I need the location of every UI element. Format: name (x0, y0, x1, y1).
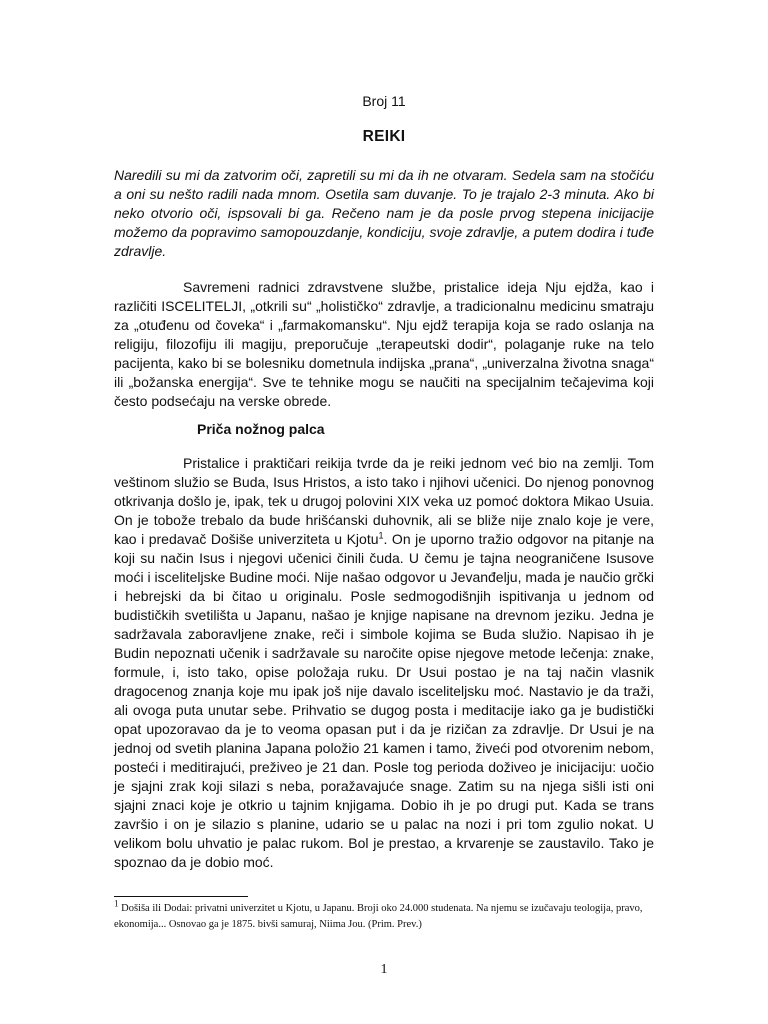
footnote-reference[interactable]: 1 (378, 530, 384, 541)
issue-number: Broj 11 (362, 93, 406, 109)
paragraph-text-part-2: . On je uporno tražio odgovor na pitanje na koji su način Isus i njegovi učenici činili čuda. U čemu je tajna neograničene Isusove moći i isceliteljske Budine moći. Nije našao odgovor u Jevanđelju, mada je naučio grčki i hebrejski da bi čitao u originalu. Posle sedmogodišnjih ispitivanja u jednom od budističkih svetilišta u Japanu, našao je knjige napisane na drevnom jeziku. Jedna je sadržavala zaboravljene znake, reči i simbole kojima se Buda služio. Napisao ih je Budin nepoznati učenik i sadržavale su naročite opise njegove metode lečenja: znake, formule, i, isto tako, opise položaja ruku. Dr Usui postao je na taj način vlasnik dragocenog znanja koje mu ipak još nije davalo isceliteljsku moć. Nastavio je da traži, ali ovoga puta unutar sebe. Prihvatio se dugog posta i meditacije iako ga je budistički opat upozoravao da je to veoma opasan put i da je rizičan za zdravlje. Dr Usui je na jednoj od svetih planina Japana položio 21 kamen i tamo, živeći pod otvorenim nebom, posteći i meditirajući, preživeo je 21 dan. Posle tog perioda doživeo je inicijaciju: uočio je sjajni zrak koji silazi s neba, poražavajuće snage. Zatim su na njega sišli isti oni sjajni znaci koje je otkrio u tajnim knjigama. Dobio ih je po drugi put. Kada se trans završio i on je silazio s planine, udario se u palac na nozi i pri tom zgulio nokat. U velikom bolu uhvatio je palac rukom. Bol je prestao, a krvarenje se zaustavilo. Tako je spoznao da je dobio moć. (114, 531, 654, 870)
footnote-divider (114, 896, 248, 897)
lead-paragraph: Naredili su mi da zatvorim oči, zapretili su mi da ih ne otvaram. Sedela sam na stočiću a oni su nešto radili nada mnom. Osetila sam duvanje. To je trajalo 2-3 minuta. Ako bi neko otvorio oči, ispsovali bi ga. Rečeno nam je da posle prvog stepena inicijacije možemo da popravimo samopouzdanje, kondiciju, svoje zdravlje, a putem dodira i tuđe zdravlje. (114, 167, 654, 259)
section-heading: Priča nožnog palca (197, 421, 325, 437)
paragraph-text-part-1: Pristalice i praktičari reikija tvrde da je reiki jednom već bio na zemlji. Tom veštinom služio se Buda, Isus Hristos, a isto tako i njihovi učenici. Do njenog ponovnog otkrivanja došlo je, ipak, tek u drugoj polovini XIX veka uz pomoć doktora Mikao Usuia. On je tobože trebalo da bude hrišćanski duhovnik, ali se bliže nije znalo koje je vere, kao i predavač Došiše univerziteta u Kjotu (114, 455, 654, 547)
footnote (114, 898, 654, 933)
footnote-marker: 1 (114, 898, 119, 909)
body-paragraph-1: Savremeni radnici zdravstvene službe, pristalice ideja Nju ejdža, kao i različiti ISCELITELJI, „otkrili su“ „holističko“ zdravlje, a tradicionalnu medicinu smatraju za „otuđenu od čoveka“ i „farmakomansku“. Nju ejdž terapija koja se rado oslanja na religiju, filozofiju ili magiju, preporučuje „terapeutski dodir“, polaganje ruke na telo pacijenta, kako bi se bolesniku dometnula indijska „prana“, „univerzalna životna snaga“ ili „božanska energija“. Sve te tehnike mogu se naučiti na specijalnim tečajevima koji često podsećaju na verske obrede. (114, 279, 654, 409)
footnote-text: Došiša ili Dodai: privatni univerzitet u Kjotu, u Japanu. Broji oko 24.000 studenata. Na njemu se izučavaju teologija, pravo, ekonomija... Osnovao ga je 1875. bivši samuraj, Niima Jou. (Prim. Prev.) (114, 903, 643, 930)
body-paragraph-2 (114, 454, 654, 872)
page-number: 1 (380, 962, 388, 977)
article-title: REIKI (362, 128, 406, 145)
